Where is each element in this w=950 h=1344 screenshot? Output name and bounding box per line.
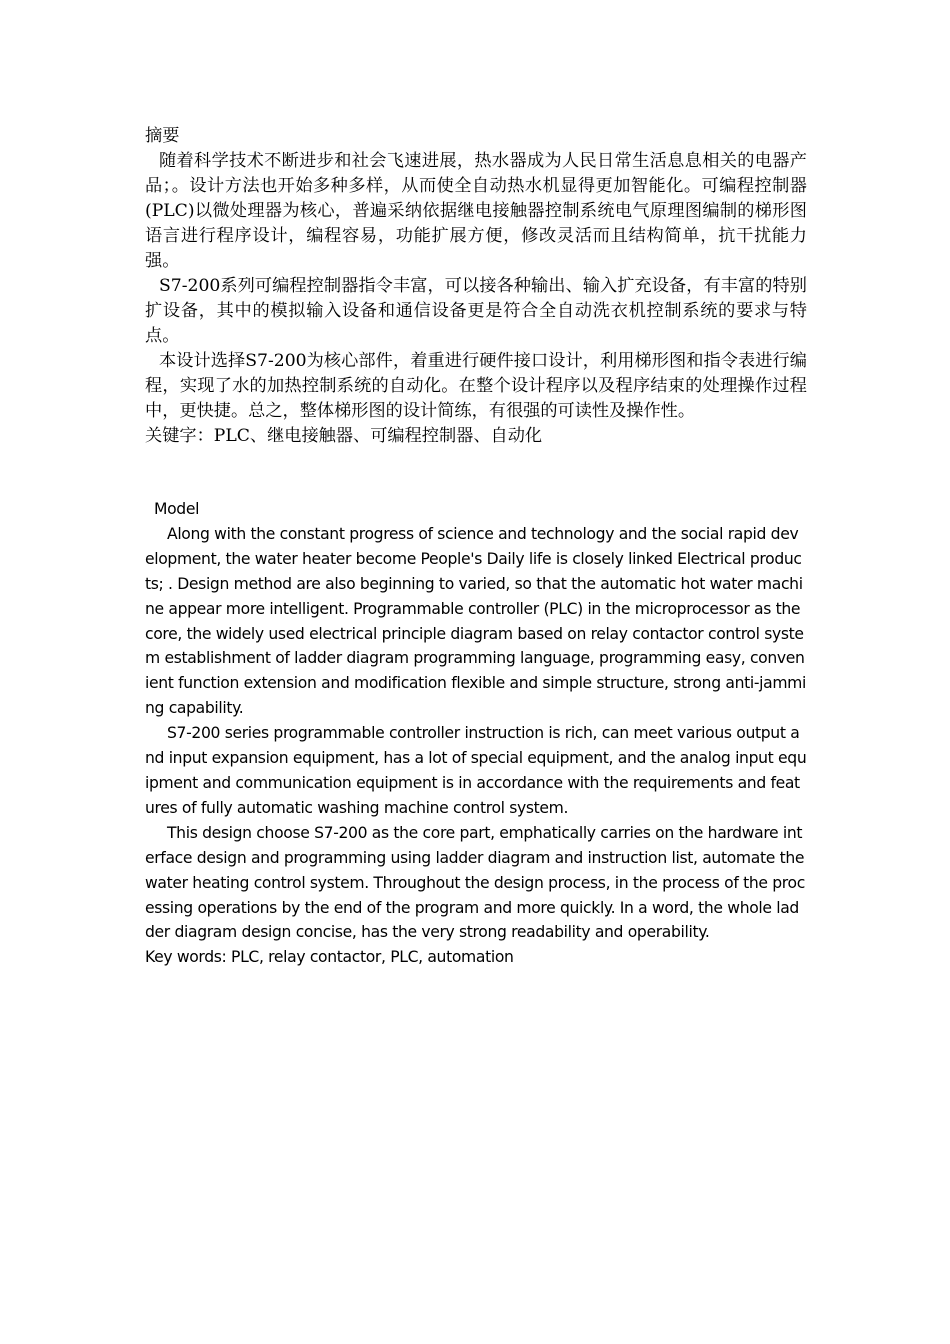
chinese-abstract — [145, 124, 807, 449]
english-paragraph-2: S7-200 series programmable controller instruction is rich, can meet various output and input expansion equipment, has a lot of special equipment, and the analog input equipment and communication equipment is in accordance with the requirements and features of fully automatic washing machine control system. — [145, 724, 807, 817]
english-abstract-heading: Model — [154, 500, 200, 518]
english-paragraph-1: Along with the constant progress of science and technology and the social rapid development, the water heater become People's Daily life is closely linked Electrical products; . Design method are also beginning to varied, so that the automatic hot water machine appear more intelligent. Programmable controller (PLC) in the microprocessor as the core, the widely used electrical principle diagram based on relay contactor control system establishment of ladder diagram programming language, programming easy, convenient function extension and modification flexible and simple structure, strong anti-jamming capability. — [145, 524, 806, 718]
chinese-keywords: 关键字：PLC、继电接触器、可编程控制器、自动化 — [145, 426, 543, 446]
english-keywords: Key words: PLC, relay contactor, PLC, automation — [145, 948, 514, 967]
chinese-abstract-heading: 摘要 — [145, 126, 180, 146]
chinese-paragraph-2: S7-200系列可编程控制器指令丰富，可以接各种输出、输入扩充设备，有丰富的特别扩设备，其中的模拟输入设备和通信设备更是符合全自动洗衣机控制系统的要求与特点。 — [145, 276, 807, 346]
english-abstract — [145, 497, 807, 970]
english-paragraph-3: This design choose S7-200 as the core part, emphatically carries on the hardware interface design and programming using ladder diagram and instruction list, automate the water heating control system. Throughout the design process, in the process of the processing operations by the end of the program and more quickly. In a word, the whole ladder diagram design concise, has the very strong readability and operability. — [145, 823, 805, 942]
chinese-paragraph-1: 随着科学技术不断进步和社会飞速进展，热水器成为人民日常生活息息相关的电器产品；。设计方法也开始多种多样，从而使全自动热水机显得更加智能化。可编程控制器(PLC)以微处理器为核心，普遍采纳依据继电接触器控制系统电气原理图编制的梯形图语言进行程序设计，编程容易，功能扩展方便，修改灵活而且结构简单，抗干扰能力强。 — [145, 151, 807, 271]
chinese-paragraph-3: 本设计选择S7-200为核心部件，着重进行硬件接口设计，利用梯形图和指令表进行编程，实现了水的加热控制系统的自动化。在整个设计程序以及程序结束的处理操作过程中，更快捷。总之，整体梯形图的设计简练，有很强的可读性及操作性。 — [145, 351, 807, 421]
